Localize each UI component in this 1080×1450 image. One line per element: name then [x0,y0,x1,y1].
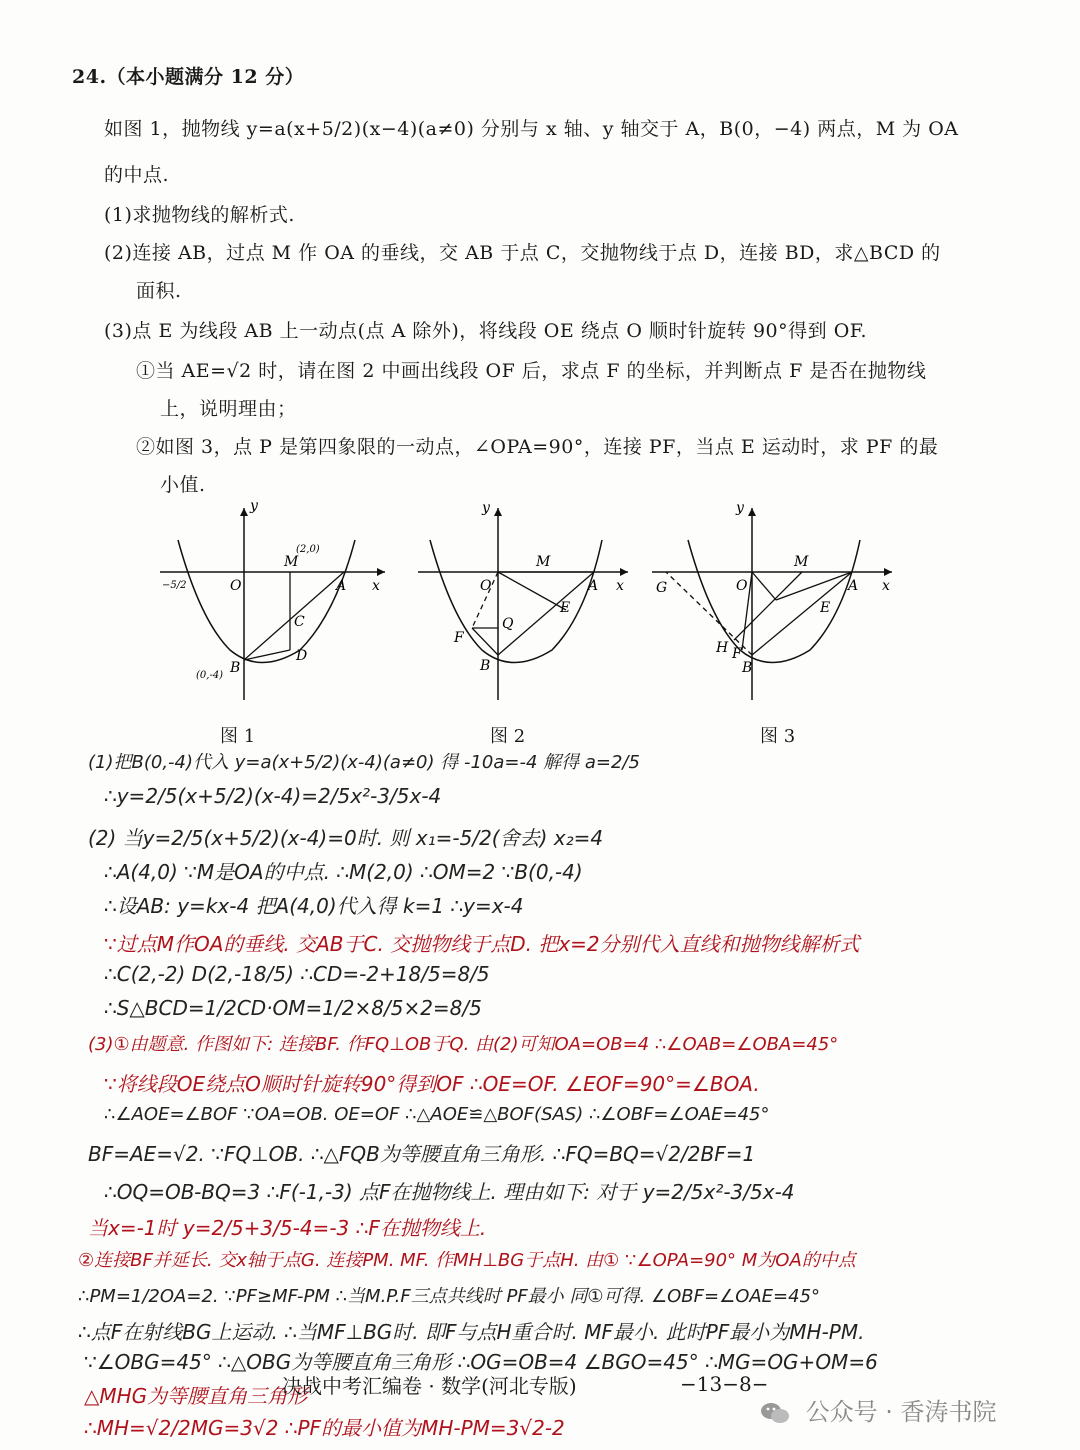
fig3-x-label: x [882,578,890,594]
figure-2 [418,500,638,750]
solution-line: 当x=-1时 y=2/5+3/5-4=-3 ∴F在抛物线上. [88,1216,487,1240]
question-3-2-line-2: 小值. [160,474,206,496]
fig3-g-label: G [656,580,668,596]
figure-2-caption: 图 2 [490,726,526,747]
fig1-m-label: M [284,554,299,570]
fig2-b-label: B [480,658,491,674]
fig3-o-label: O [736,578,748,594]
solution-line: ∴点F在射线BG上运动. ∴当MF⊥BG时. 即F与点H重合时. MF最小. 此时PF最小为MH-PM. [78,1320,865,1344]
question-1: (1)求抛物线的解析式. [104,204,295,226]
figure-3 [652,500,902,750]
fig2-q-label: Q [502,616,514,632]
solution-line: (3)①由题意. 作图如下: 连接BF. 作FQ⊥OB于Q. 由(2)可知OA=OB=4 ∴∠OAB=∠OBA=45° [88,1034,839,1055]
question-3-1-line-1: ①当 AE=√2 时，请在图 2 中画出线段 OF 后，求点 F 的坐标，并判断点 F 是否在抛物线 [136,360,927,382]
fig1-b-label: B [230,660,241,676]
figure-3-caption: 图 3 [760,726,796,747]
question-2-line-2: 面积. [136,280,182,302]
solution-line: ∴S△BCD=1/2CD·OM=1/2×8/5×2=8/5 [104,996,482,1020]
figure-2-diagram [418,500,638,740]
solution-line: ∵过点M作OA的垂线. 交AB于C. 交抛物线于点D. 把x=2分别代入直线和抛物线解析式 [104,932,860,956]
question-3: (3)点 E 为线段 AB 上一动点(点 A 除外)，将线段 OE 绕点 O 顺时针旋转 90°得到 OF. [104,320,868,342]
fig2-o-label: O [480,578,492,594]
question-3-1-line-2: 上，说明理由； [160,398,297,420]
watermark-text: 公众号 · 香涛书院 [805,1398,997,1426]
solution-line: ∵将线段OE绕点O顺时针旋转90°得到OF ∴OE=OF. ∠EOF=90°=∠BOA. [104,1072,760,1096]
solution-line: ∴OQ=OB-BQ=3 ∴F(-1,-3) 点F在抛物线上. 理由如下: 对于 y=2/5x²-3/5x-4 [104,1180,795,1204]
fig3-e-label: E [820,600,831,616]
figure-3-diagram [652,500,902,740]
solution-line: ∴∠AOE=∠BOF ∵OA=OB. OE=OF ∴△AOE≌△BOF(SAS) ∴∠OBF=∠OAE=45° [104,1104,770,1125]
fig3-h-label: H [716,640,729,656]
solution-line: BF=AE=√2. ∵FQ⊥OB. ∴△FQB为等腰直角三角形. ∴FQ=BQ=√2/2BF=1 [88,1142,756,1166]
figure-1-diagram [160,500,390,740]
figure-1 [160,500,390,750]
solution-line: ∴设AB: y=kx-4 把A(4,0)代入得 k=1 ∴y=x-4 [104,894,524,918]
problem-intro-line-1: 如图 1，抛物线 y=a(x+5/2)(x−4)(a≠0) 分别与 x 轴、y 轴交于 A，B(0，−4) 两点，M 为 OA [104,118,959,140]
solution-line: ∴A(4,0) ∵M是OA的中点. ∴M(2,0) ∴OM=2 ∵B(0,-4) [104,860,583,884]
watermark [760,1392,997,1427]
wechat-icon [760,1401,790,1425]
solution-line: ∵∠OBG=45° ∴△OBG为等腰直角三角形 ∴OG=OB=4 ∠BGO=45° ∴MG=OG+OM=6 [84,1350,878,1374]
fig1-neg-label: −5/2 [162,580,187,591]
problem-header: 24.（本小题满分 12 分） [72,66,305,88]
fig3-f-label: F [732,646,742,662]
fig3-b-label: B [742,660,753,676]
fig2-y-label: y [482,500,490,516]
fig1-d-label: D [296,648,308,664]
fig3-m-label: M [794,554,809,570]
fig1-o-label: O [230,578,242,594]
fig2-e-label: E [560,600,571,616]
fig1-b-coord: (0,-4) [196,670,224,681]
problem-intro-line-2: 的中点. [104,164,170,186]
footer-book-title: 决战中考汇编卷 · 数学(河北专版) [282,1374,577,1398]
fig1-y-label: y [250,500,258,514]
solution-line: ∴y=2/5(x+5/2)(x-4)=2/5x²-3/5x-4 [104,784,442,808]
question-2-line-1: (2)连接 AB，过点 M 作 OA 的垂线，交 AB 于点 C，交抛物线于点 D，连接 BD，求△BCD 的 [104,242,941,264]
solution-line: ∴MH=√2/2MG=3√2 ∴PF的最小值为MH-PM=3√2-2 [84,1416,565,1440]
fig3-a-label: A [848,578,859,594]
fig2-a-label: A [588,578,599,594]
footer-page-number: −13−8− [680,1372,769,1396]
fig2-m-label: M [536,554,551,570]
fig1-x-label: x [372,578,380,594]
fig2-f-label: F [454,630,464,646]
fig2-x-label: x [616,578,624,594]
solution-line: (1)把B(0,-4)代入 y=a(x+5/2)(x-4)(a≠0) 得 -10a=-4 解得 a=2/5 [88,752,640,773]
fig1-a-label: A [336,578,347,594]
figure-1-caption: 图 1 [220,726,256,747]
fig1-m-coord: (2,0) [296,544,320,555]
fig1-c-label: C [294,614,305,630]
solution-line: ∴C(2,-2) D(2,-18/5) ∴CD=-2+18/5=8/5 [104,962,490,986]
fig3-y-label: y [736,500,744,516]
solution-line: (2) 当y=2/5(x+5/2)(x-4)=0时. 则 x₁=-5/2(舍去) x₂=4 [88,826,604,850]
solution-line: ∴PM=1/2OA=2. ∵PF≥MF-PM ∴当M.P.F三点共线时 PF最小 同①可得. ∠OBF=∠OAE=45° [78,1286,821,1307]
solution-line: △MHG为等腰直角三角形 [84,1384,308,1408]
question-3-2-line-1: ②如图 3，点 P 是第四象限的一动点，∠OPA=90°，连接 PF，当点 E 运动时，求 PF 的最 [136,436,939,458]
solution-line: ②连接BF并延长. 交x轴于点G. 连接PM. MF. 作MH⊥BG于点H. 由① ∵∠OPA=90° M为OA的中点 [78,1250,856,1271]
